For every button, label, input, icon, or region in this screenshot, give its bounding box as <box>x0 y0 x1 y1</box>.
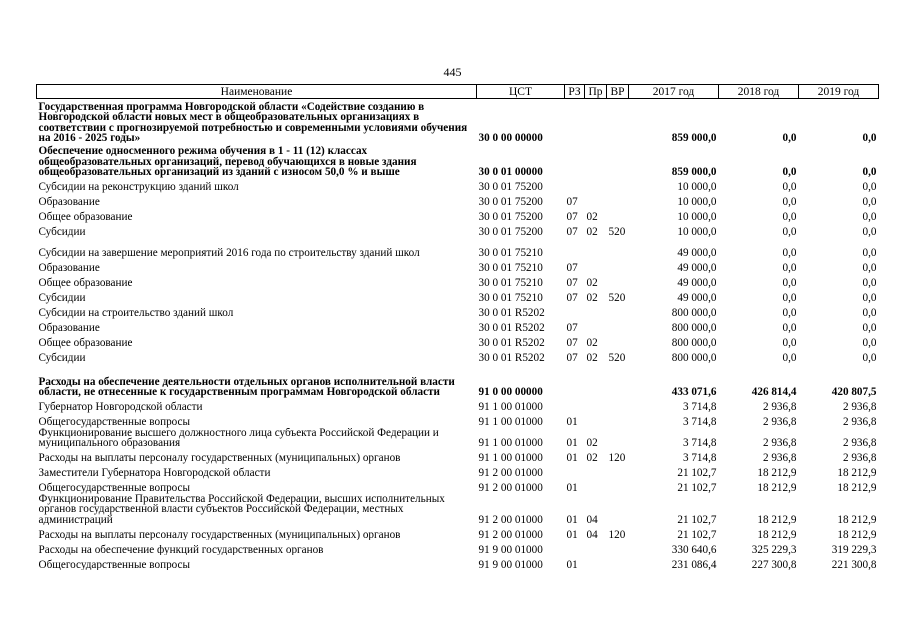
row-2018: 0,0 <box>782 292 797 304</box>
row-rz: 01 <box>566 482 578 494</box>
row-cst: 91 2 00 01000 <box>478 513 543 525</box>
row-name: Функционирование Правительства Российской Федерации, высших исполнительных органов государственной власти субъектов Российской Федерации, местных администраций <box>38 493 445 525</box>
table-row <box>37 238 879 259</box>
row-vr <box>607 428 629 449</box>
row-rz <box>565 464 585 479</box>
row-2017: 3 714,8 <box>682 416 717 428</box>
row-cst: 91 1 00 01000 <box>478 437 543 449</box>
row-vr: 120 <box>608 452 626 464</box>
row-2017: 800 000,0 <box>671 337 717 349</box>
row-pr <box>585 479 607 494</box>
row-name: Субсидии <box>38 352 86 364</box>
row-pr: 02 <box>586 277 598 289</box>
row-name: Субсидии <box>38 292 86 304</box>
row-2019: 0,0 <box>862 166 877 178</box>
row-2019: 420 807,5 <box>831 386 877 398</box>
row-name: Расходы на обеспечение функций государственных органов <box>38 543 324 555</box>
row-name: Образование <box>38 262 100 274</box>
row-cst: 30 0 01 R5202 <box>478 352 545 364</box>
row-rz: 01 <box>566 513 578 525</box>
row-2017: 433 071,6 <box>671 386 717 398</box>
row-name: Обеспечение односменного режима обучения в 1 - 11 (12) классах общеобразовательных организаций, перевод обучающихся в новые здания общеобразовательных организаций из зданий с износом 50,0 % и выше <box>38 145 417 178</box>
row-cst: 30 0 01 75200 <box>478 181 543 193</box>
row-2017: 21 102,7 <box>677 513 717 525</box>
table-row <box>37 364 879 398</box>
row-2017: 21 102,7 <box>677 482 717 494</box>
table-row <box>37 479 879 494</box>
row-pr: 02 <box>586 437 598 449</box>
row-name: Губернатор Новгородской области <box>38 401 203 413</box>
row-2017: 800 000,0 <box>671 352 717 364</box>
row-2017: 10 000,0 <box>677 181 717 193</box>
row-2018: 0,0 <box>782 226 797 238</box>
row-vr <box>607 193 629 208</box>
row-cst: 30 0 01 75200 <box>478 196 543 208</box>
row-2017: 330 640,6 <box>671 543 717 555</box>
table-row <box>37 449 879 464</box>
row-2019: 18 212,9 <box>837 528 877 540</box>
row-pr <box>585 178 607 193</box>
header-name: Наименование <box>37 85 477 99</box>
row-pr <box>585 464 607 479</box>
row-2018: 18 212,9 <box>757 528 797 540</box>
table-row <box>37 494 879 526</box>
row-cst: 91 1 00 01000 <box>478 401 543 413</box>
row-cst: 30 0 01 R5202 <box>478 307 545 319</box>
row-2019: 0,0 <box>862 226 877 238</box>
row-pr <box>585 555 607 570</box>
row-rz: 01 <box>566 528 578 540</box>
row-name: Расходы на выплаты персоналу государственных (муниципальных) органов <box>38 452 401 464</box>
row-vr <box>607 540 629 555</box>
row-2019: 18 212,9 <box>837 467 877 479</box>
row-name: Субсидии на завершение мероприятий 2016 года по строительству зданий школ <box>38 247 420 259</box>
table-row <box>37 428 879 449</box>
row-2017: 49 000,0 <box>677 277 717 289</box>
row-rz: 07 <box>566 211 578 223</box>
row-pr: 02 <box>586 352 598 364</box>
header-2018: 2018 год <box>719 85 799 99</box>
row-2019: 0,0 <box>862 337 877 349</box>
row-name: Расходы на обеспечение деятельности отдельных органов исполнительной власти области, не отнесенные к государственным программам Новгородской области <box>38 375 455 398</box>
table-row <box>37 178 879 193</box>
row-vr: 520 <box>608 352 626 364</box>
table-row <box>37 413 879 428</box>
row-2019: 0,0 <box>862 196 877 208</box>
row-cst: 91 9 00 01000 <box>478 558 543 570</box>
table-row <box>37 304 879 319</box>
row-2019: 0,0 <box>862 247 877 259</box>
table-row <box>37 398 879 413</box>
row-2018: 0,0 <box>782 166 797 178</box>
row-rz <box>565 238 585 259</box>
row-pr <box>585 144 607 178</box>
table-row <box>37 274 879 289</box>
row-2018: 0,0 <box>782 337 797 349</box>
row-pr: 02 <box>586 292 598 304</box>
row-rz: 07 <box>566 337 578 349</box>
row-vr <box>607 304 629 319</box>
row-rz: 07 <box>566 196 578 208</box>
row-cst: 91 2 00 01000 <box>478 482 543 494</box>
row-2019: 0,0 <box>862 292 877 304</box>
row-pr <box>585 259 607 274</box>
row-rz: 07 <box>566 277 578 289</box>
row-2017: 49 000,0 <box>677 247 717 259</box>
row-2018: 0,0 <box>782 352 797 364</box>
row-rz: 07 <box>566 322 578 334</box>
row-name: Общегосударственные вопросы <box>38 482 191 494</box>
table-row <box>37 289 879 304</box>
row-name: Образование <box>38 196 100 208</box>
row-name: Общегосударственные вопросы <box>38 416 191 428</box>
row-rz <box>565 364 585 398</box>
row-2018: 2 936,8 <box>762 416 797 428</box>
row-name: Заместители Губернатора Новгородской области <box>38 467 271 479</box>
row-2018: 0,0 <box>782 211 797 223</box>
row-pr <box>585 304 607 319</box>
row-vr <box>607 99 629 144</box>
row-2017: 800 000,0 <box>671 307 717 319</box>
row-2017: 3 714,8 <box>682 437 717 449</box>
row-name: Общегосударственные вопросы <box>38 558 191 570</box>
header-pr: Пр <box>585 85 607 99</box>
row-vr <box>607 364 629 398</box>
row-vr <box>607 494 629 526</box>
row-2018: 227 300,8 <box>751 558 797 570</box>
table-row <box>37 334 879 349</box>
row-2019: 0,0 <box>862 211 877 223</box>
table-body <box>37 99 879 571</box>
row-pr <box>585 99 607 144</box>
row-vr <box>607 398 629 413</box>
row-2018: 426 814,4 <box>751 386 797 398</box>
row-2018: 325 229,3 <box>751 543 797 555</box>
row-cst: 30 0 01 75200 <box>478 211 543 223</box>
row-vr <box>607 238 629 259</box>
row-rz: 01 <box>566 437 578 449</box>
row-2019: 0,0 <box>862 132 877 144</box>
row-cst: 91 9 00 01000 <box>478 543 543 555</box>
row-2017: 231 086,4 <box>671 558 717 570</box>
row-name: Субсидии на реконструкцию зданий школ <box>38 181 239 193</box>
row-cst: 91 1 00 01000 <box>478 452 543 464</box>
row-2018: 2 936,8 <box>762 437 797 449</box>
row-name: Общее образование <box>38 211 133 223</box>
row-pr <box>585 238 607 259</box>
row-pr <box>585 319 607 334</box>
row-2019: 0,0 <box>862 352 877 364</box>
row-name: Образование <box>38 322 100 334</box>
row-pr: 02 <box>586 211 598 223</box>
row-cst: 30 0 01 00000 <box>478 166 543 178</box>
row-2018: 0,0 <box>782 262 797 274</box>
row-cst: 91 2 00 01000 <box>478 528 543 540</box>
row-vr <box>607 178 629 193</box>
row-vr: 520 <box>608 226 626 238</box>
row-pr <box>585 193 607 208</box>
table-row <box>37 193 879 208</box>
row-name: Государственная программа Новгородской области «Содействие созданию в Новгородской области новых мест в общеобразовательных организациях в соответствии с прогнозируемой потребностью и современными условиями обучения на 2016 - 2025 годы» <box>38 100 468 144</box>
row-cst: 91 1 00 01000 <box>478 416 543 428</box>
row-rz: 07 <box>566 352 578 364</box>
row-2019: 221 300,8 <box>831 558 877 570</box>
row-2019: 0,0 <box>862 277 877 289</box>
header-cst: ЦСТ <box>477 85 565 99</box>
row-2019: 2 936,8 <box>842 416 877 428</box>
table-row <box>37 540 879 555</box>
row-2019: 2 936,8 <box>842 452 877 464</box>
row-2018: 0,0 <box>782 247 797 259</box>
row-rz: 01 <box>566 558 578 570</box>
row-pr: 02 <box>586 337 598 349</box>
row-name: Субсидии <box>38 226 86 238</box>
row-rz <box>565 304 585 319</box>
row-2018: 2 936,8 <box>762 401 797 413</box>
row-2017: 10 000,0 <box>677 226 717 238</box>
row-rz: 07 <box>566 226 578 238</box>
header-rz: РЗ <box>565 85 585 99</box>
row-cst: 30 0 00 00000 <box>478 132 543 144</box>
row-2018: 0,0 <box>782 277 797 289</box>
row-cst: 30 0 01 75210 <box>478 292 543 304</box>
row-2019: 0,0 <box>862 181 877 193</box>
row-rz: 07 <box>566 262 578 274</box>
header-2019: 2019 год <box>799 85 879 99</box>
row-vr <box>607 413 629 428</box>
row-2017: 3 714,8 <box>682 452 717 464</box>
row-pr <box>585 540 607 555</box>
row-cst: 30 0 01 75210 <box>478 247 543 259</box>
row-vr <box>607 259 629 274</box>
row-pr <box>585 364 607 398</box>
row-rz <box>565 540 585 555</box>
row-2019: 18 212,9 <box>837 482 877 494</box>
row-2019: 18 212,9 <box>837 513 877 525</box>
table-row <box>37 259 879 274</box>
row-rz: 01 <box>566 452 578 464</box>
row-2018: 18 212,9 <box>757 467 797 479</box>
row-name: Расходы на выплаты персоналу государственных (муниципальных) органов <box>38 528 401 540</box>
row-2018: 18 212,9 <box>757 482 797 494</box>
row-2017: 49 000,0 <box>677 292 717 304</box>
row-cst: 30 0 01 75210 <box>478 262 543 274</box>
row-vr <box>607 555 629 570</box>
table-row <box>37 208 879 223</box>
row-rz <box>565 178 585 193</box>
row-vr <box>607 319 629 334</box>
table-row <box>37 464 879 479</box>
row-cst: 91 0 00 00000 <box>478 386 543 398</box>
table-row <box>37 319 879 334</box>
table-row <box>37 525 879 540</box>
row-2017: 21 102,7 <box>677 528 717 540</box>
table-header <box>37 85 879 99</box>
row-2017: 21 102,7 <box>677 467 717 479</box>
row-name: Субсидии на строительство зданий школ <box>38 307 234 319</box>
header-2017: 2017 год <box>629 85 719 99</box>
row-name: Функционирование высшего должностного лица субъекта Российской Федерации и муниципального образования <box>38 427 439 449</box>
table-row <box>37 99 879 144</box>
row-vr <box>607 464 629 479</box>
row-2017: 10 000,0 <box>677 196 717 208</box>
row-cst: 30 0 01 R5202 <box>478 322 545 334</box>
row-rz: 07 <box>566 292 578 304</box>
row-2018: 18 212,9 <box>757 513 797 525</box>
row-vr: 520 <box>608 292 626 304</box>
row-2018: 0,0 <box>782 322 797 334</box>
row-2018: 0,0 <box>782 132 797 144</box>
row-vr <box>607 208 629 223</box>
row-pr: 04 <box>586 513 598 525</box>
budget-table <box>36 84 879 570</box>
row-2019: 0,0 <box>862 307 877 319</box>
table-row <box>37 144 879 178</box>
row-vr: 120 <box>608 528 626 540</box>
table-row <box>37 349 879 364</box>
row-vr <box>607 144 629 178</box>
row-2017: 800 000,0 <box>671 322 717 334</box>
row-cst: 30 0 01 R5202 <box>478 337 545 349</box>
row-pr: 04 <box>586 528 598 540</box>
row-2019: 2 936,8 <box>842 401 877 413</box>
row-2019: 319 229,3 <box>831 543 877 555</box>
row-2019: 0,0 <box>862 262 877 274</box>
row-pr: 02 <box>586 452 598 464</box>
row-vr <box>607 479 629 494</box>
row-rz <box>565 144 585 178</box>
header-vr: ВР <box>607 85 629 99</box>
row-rz: 01 <box>566 416 578 428</box>
row-vr <box>607 274 629 289</box>
table-row <box>37 223 879 238</box>
row-2018: 0,0 <box>782 181 797 193</box>
row-2019: 2 936,8 <box>842 437 877 449</box>
row-pr: 02 <box>586 226 598 238</box>
row-pr <box>585 398 607 413</box>
row-2017: 10 000,0 <box>677 211 717 223</box>
row-vr <box>607 334 629 349</box>
row-2018: 0,0 <box>782 307 797 319</box>
row-name: Общее образование <box>38 337 133 349</box>
row-name: Общее образование <box>38 277 133 289</box>
row-2018: 0,0 <box>782 196 797 208</box>
row-2019: 0,0 <box>862 322 877 334</box>
row-2017: 49 000,0 <box>677 262 717 274</box>
row-cst: 91 2 00 01000 <box>478 467 543 479</box>
row-2017: 3 714,8 <box>682 401 717 413</box>
row-2017: 859 000,0 <box>671 132 717 144</box>
row-cst: 30 0 01 75200 <box>478 226 543 238</box>
row-cst: 30 0 01 75210 <box>478 277 543 289</box>
row-rz <box>565 398 585 413</box>
row-2018: 2 936,8 <box>762 452 797 464</box>
row-rz <box>565 99 585 144</box>
row-2017: 859 000,0 <box>671 166 717 178</box>
page-number: 445 <box>443 65 462 79</box>
table-row <box>37 555 879 570</box>
row-pr <box>585 413 607 428</box>
